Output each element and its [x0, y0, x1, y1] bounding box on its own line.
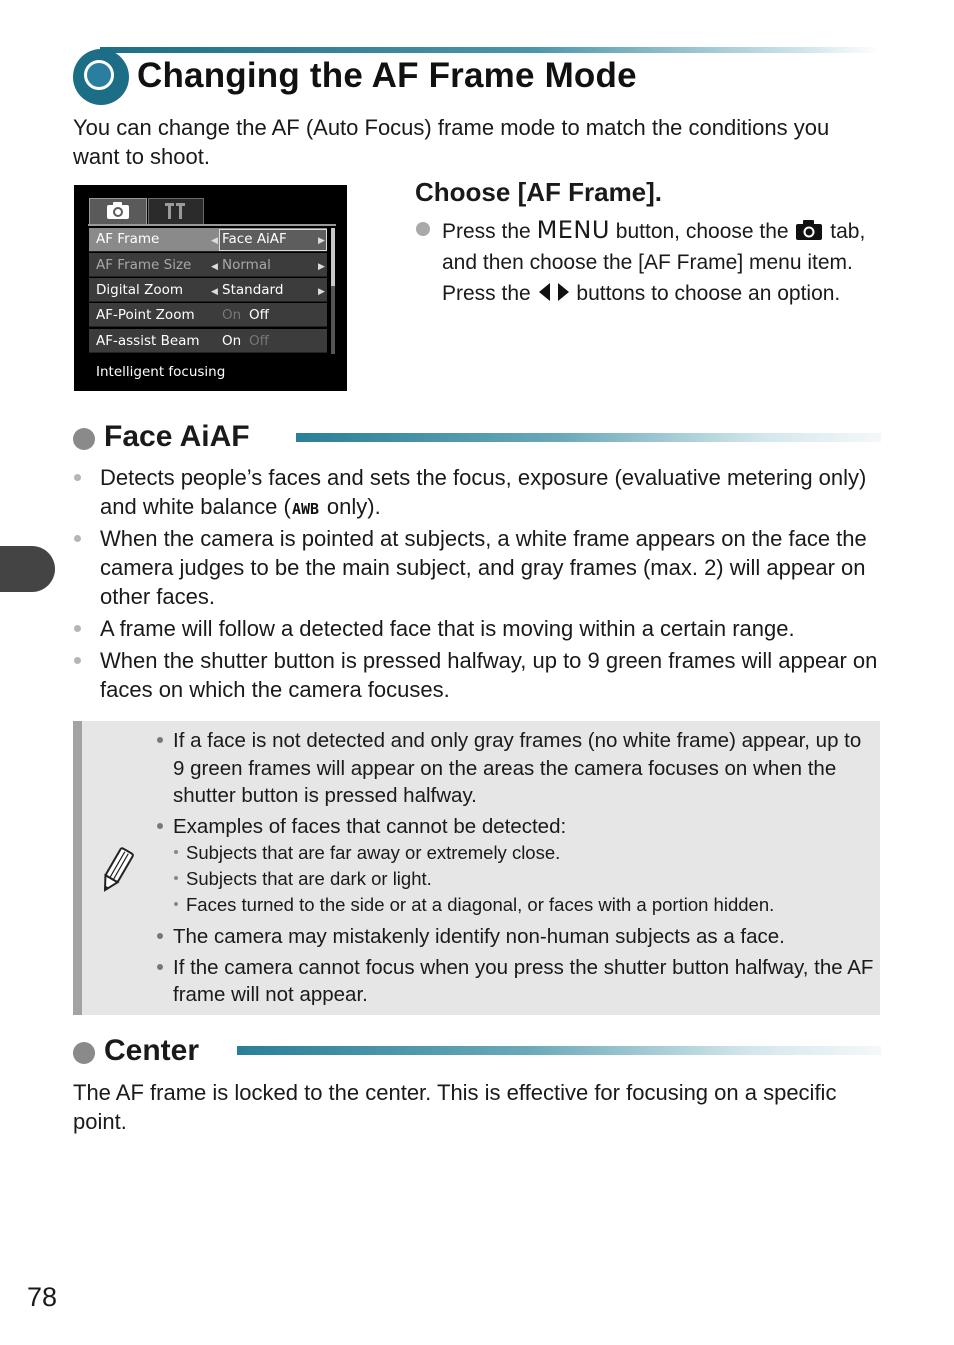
page-number: 78 [27, 1282, 58, 1312]
title-circle-inner [84, 60, 114, 90]
menu-label: AF-Point Zoom [96, 307, 195, 323]
menu-value-off: Off [249, 307, 269, 323]
step-title: Choose [AF Frame]. [415, 177, 663, 207]
left-right-arrows-icon [537, 281, 571, 303]
note-item: The camera may mistakenly identify non-human subjects as a face. [155, 923, 875, 951]
left-arrow-icon: ◀ [211, 286, 218, 296]
note-accent-bar [73, 721, 82, 1015]
menu-label: AF Frame [96, 231, 160, 247]
note-list [155, 727, 875, 1009]
page-title: Changing the AF Frame Mode [137, 56, 637, 95]
scrollbar-thumb [331, 228, 335, 286]
step-bullet [416, 222, 430, 236]
menu-value-off: Off [249, 333, 269, 349]
menu-value-on: On [222, 333, 242, 349]
settings-tab [148, 198, 204, 224]
right-arrow-icon: ▶ [318, 286, 325, 296]
section-bullet-icon [73, 428, 95, 450]
menu-value: Normal [222, 257, 271, 273]
list-item: When the camera is pointed at subjects, a white frame appears on the face the camera judges to be the main subject, and gray frames (max. 2) will appear on other faces. [73, 524, 883, 611]
right-arrow-icon: ▶ [318, 235, 325, 245]
center-text: The AF frame is locked to the center. This is effective for focusing on a specific point. [73, 1080, 837, 1134]
menu-label: AF-assist Beam [96, 333, 200, 349]
section-title-center: Center [104, 1034, 200, 1067]
camera-icon [90, 199, 146, 223]
section-rule [237, 1046, 881, 1055]
menu-button-label: MENU [536, 216, 610, 244]
svg-text:AWB: AWB [291, 500, 319, 518]
menu-value-on: On [222, 307, 242, 323]
tools-icon [149, 199, 203, 223]
menu-label: AF Frame Size [96, 257, 192, 273]
pencil-icon [96, 846, 136, 896]
section-bullet-icon [73, 1042, 95, 1064]
step-text: Press the MENU button, choose the tab, and then choose the [AF Frame] menu item. Press the buttons to choose an option. [442, 216, 866, 305]
note-item: If a face is not detected and only gray frames (no white frame) appear, up to 9 green frames will appear on the areas the camera focuses on when the shutter button is pressed halfway. [155, 727, 875, 810]
menu-label: Digital Zoom [96, 282, 183, 298]
list-item: A frame will follow a detected face that is moving within a certain range. [73, 614, 883, 643]
menu-description: Intelligent focusing [96, 364, 226, 380]
camera-tab [89, 198, 147, 224]
note-sub-item: Faces turned to the side or at a diagonal, or faces with a portion hidden. [155, 892, 875, 918]
list-item: When the shutter button is pressed halfway, up to 9 green frames will appear on faces on which the camera focuses. [73, 646, 883, 704]
awb-icon [291, 495, 321, 519]
title-rule [100, 47, 880, 53]
camera-icon [794, 219, 824, 241]
menu-value: Face AiAF [222, 231, 287, 247]
list-item: Detects people’s faces and sets the focus, exposure (evaluative metering only) and white balance ( AWB only). [73, 463, 883, 521]
intro-text: You can change the AF (Auto Focus) frame mode to match the conditions you want to shoot. [73, 115, 830, 169]
note-item: If the camera cannot focus when you press the shutter button halfway, the AF frame will not appear. [155, 954, 875, 1009]
left-arrow-icon: ◀ [211, 235, 218, 245]
menu-value: Standard [222, 282, 284, 298]
face-aiaf-bullets [73, 463, 883, 707]
section-title-face-aiaf: Face AiAF [104, 420, 250, 453]
tab-divider [88, 224, 336, 226]
chapter-tab [0, 546, 55, 592]
section-rule [296, 433, 881, 442]
left-arrow-icon: ◀ [211, 261, 218, 271]
note-sub-item: Subjects that are far away or extremely close. [155, 840, 875, 866]
note-sub-item: Subjects that are dark or light. [155, 866, 875, 892]
right-arrow-icon: ▶ [318, 261, 325, 271]
note-item: Examples of faces that cannot be detected: [155, 813, 875, 841]
